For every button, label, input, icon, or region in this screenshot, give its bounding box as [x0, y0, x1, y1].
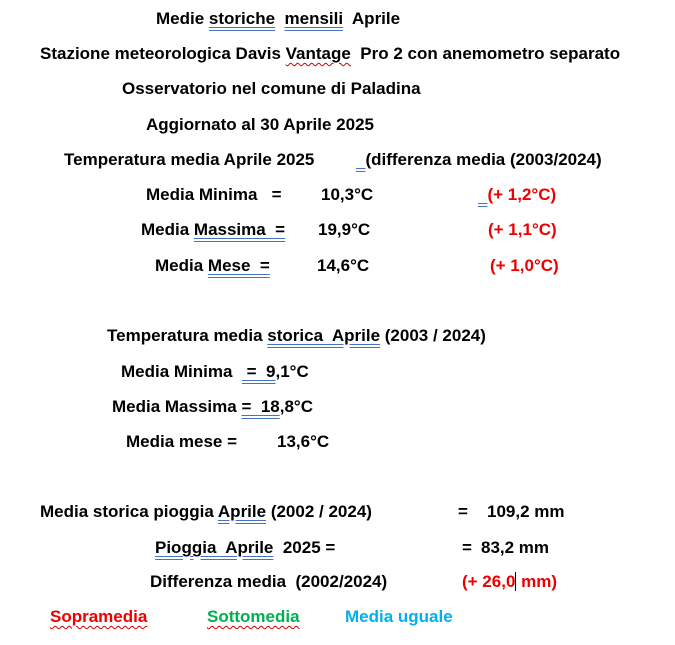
current-mese-diff: (+ 1,0°C) [490, 256, 559, 275]
current-min-value: 10,3°C [321, 185, 374, 204]
page-title: Medie storiche mensili Aprile [156, 9, 401, 28]
legend-equal: Media uguale [345, 607, 453, 626]
current-mese-value: 14,6°C [317, 256, 370, 275]
rain-diff-value: (+ 26,0 mm) [462, 572, 558, 591]
legend-below: Sottomedia [207, 607, 300, 626]
historic-max: Media Massima = 18,8°C [112, 397, 314, 416]
current-min-label: Media Minima = [146, 185, 282, 204]
rain-historic-label: Media storica pioggia Aprile (2002 / 2024) [40, 502, 372, 521]
historic-min: Media Minima = 9,1°C [121, 362, 309, 381]
rain-historic-eq: = [458, 502, 468, 521]
observatory-line: Osservatorio nel comune di Paladina [122, 79, 421, 98]
historic-mese-value: 13,6°C [277, 432, 330, 451]
historic-mese-label: Media mese = [126, 432, 238, 451]
legend-above: Sopramedia [50, 607, 148, 626]
diff-heading: (differenza media (2003/2024) [365, 150, 602, 169]
rain-current-value: 83,2 mm [481, 538, 550, 557]
current-max-label: Media Massima = [141, 220, 286, 239]
rain-diff-label: Differenza media (2002/2024) [150, 572, 388, 591]
current-max-value: 19,9°C [318, 220, 371, 239]
updated-line: Aggiornato al 30 Aprile 2025 [146, 115, 374, 134]
rain-current-eq: = [462, 538, 472, 557]
rain-historic-value: 109,2 mm [487, 502, 565, 521]
current-mese-label: Media Mese = [155, 256, 270, 275]
historic-heading: Temperatura media storica Aprile (2003 / 2024) [107, 326, 486, 345]
rain-current-label: Pioggia Aprile 2025 = [155, 538, 336, 557]
current-max-diff: (+ 1,1°C) [488, 220, 557, 239]
current-temp-heading: Temperatura media Aprile 2025 [64, 150, 315, 169]
current-min-diff: (+ 1,2°C) [487, 185, 557, 204]
station-line: Stazione meteorologica Davis Vantage Pro 2 con anemometro separato [40, 44, 621, 63]
